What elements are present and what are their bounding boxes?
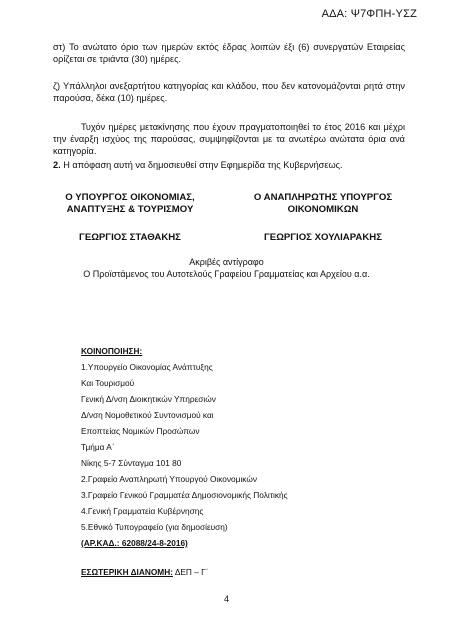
internal-distribution xyxy=(81,564,288,580)
paragraph-2-text: Η απόφαση αυτή να δημοσιευθεί στην Εφημερίδα της Κυβερνήσεως. xyxy=(60,160,343,170)
certification-line-1: Ακριβές αντίγραφο xyxy=(189,257,264,267)
distribution-block xyxy=(81,343,288,580)
distribution-item: Και Τουρισμού xyxy=(81,378,135,388)
distribution-item: Εποπτείας Νομικών Προσώπων xyxy=(81,426,200,436)
paragraph-st xyxy=(53,41,405,65)
distribution-item: Δ/νση Νομοθετικού Συντονισμού και xyxy=(81,410,214,420)
distribution-item: 1.Υπουργείο Οικονομίας Ανάπτυξης xyxy=(81,362,213,372)
paragraph-2-number: 2. xyxy=(53,160,61,170)
ada-code: ΑΔΑ: Ψ7ΦΠΗ-ΥΣΖ xyxy=(321,8,417,20)
distribution-item: Τμήμα Α΄ xyxy=(81,442,115,452)
protocol-number: (ΑΡ.ΚΑΔ.: 62088/24-8-2016) xyxy=(81,538,188,548)
distribution-item: 3.Γραφείο Γενικού Γραμματέα Δημοσιονομικής Πολιτικής xyxy=(81,490,288,500)
paragraph-2 xyxy=(53,159,405,171)
signature-right-name: ΓΕΩΡΓΙΟΣ ΧΟΥΛΙΑΡΑΚΗΣ xyxy=(264,232,382,243)
signature-left-name: ΓΕΩΡΓΙΟΣ ΣΤΑΘΑΚΗΣ xyxy=(79,232,181,243)
internal-distribution-value: ΔΕΠ – Γ΄ xyxy=(172,567,209,577)
paragraph-travel-days-text: Τυχόν ημέρες μετακίνησης που έχουν πραγματοποιηθεί το έτος 2016 και μέχρι την έναρξη ισχύος της παρούσας, συμψηφίζονται με τα ανωτέρω ανώτατα όρια ανά κατηγορία. xyxy=(53,122,405,156)
internal-distribution-label: ΕΣΩΤΕΡΙΚΗ ΔΙΑΝΟΜΗ: xyxy=(81,567,173,577)
distribution-item: Γενική Δ/νση Διοικητικών Υπηρεσιών xyxy=(81,394,216,404)
signature-right-title-2: ΟΙΚΟΝΟΜΙΚΩΝ xyxy=(287,204,359,215)
signature-left-title-1: Ο ΥΠΟΥΡΓΟΣ ΟΙΚΟΝΟΜΙΑΣ, xyxy=(65,192,195,203)
signature-right-title-1: Ο ΑΝΑΠΛΗΡΩΤΗΣ ΥΠΟΥΡΓΟΣ xyxy=(253,192,393,203)
distribution-item: 4.Γενική Γραμματεία Κυβέρνησης xyxy=(81,506,204,516)
distribution-heading: ΚΟΙΝΟΠΟΙΗΣΗ: xyxy=(81,346,143,356)
signature-left xyxy=(50,192,210,244)
signature-left-title-2: ΑΝΑΠΤΥΞΗΣ & ΤΟΥΡΙΣΜΟΥ xyxy=(66,204,194,215)
paragraph-travel-days xyxy=(53,121,405,157)
signature-right xyxy=(238,192,408,244)
distribution-item: Νίκης 5-7 Σύνταγμα 101 80 xyxy=(81,458,182,468)
distribution-item: 5.Εθνικό Τυπογραφείο (για δημοσίευση) xyxy=(81,522,228,532)
page-number: 4 xyxy=(223,594,229,604)
paragraph-z xyxy=(53,80,405,104)
distribution-item: 2.Γραφείο Αναπληρωτή Υπουργού Οικονομικών xyxy=(81,474,257,484)
paragraph-z-text: ζ) Υπάλληλοι ανεξαρτήτου κατηγορίας και κλάδου, που δεν κατονομάζονται ρητά στην παρούσα, δέκα (10) ημέρες. xyxy=(53,81,405,103)
certification-line-2: Ο Προϊστάμενος του Αυτοτελούς Γραφείου Γραμματείας και Αρχείου α.α. xyxy=(83,269,370,279)
paragraph-st-text: στ) Το ανώτατο όριο των ημερών εκτός έδρας λοιπών έξι (6) συνεργατών Εταιρείας ορίζεται σε τριάντα (30) ημέρες. xyxy=(53,42,405,64)
